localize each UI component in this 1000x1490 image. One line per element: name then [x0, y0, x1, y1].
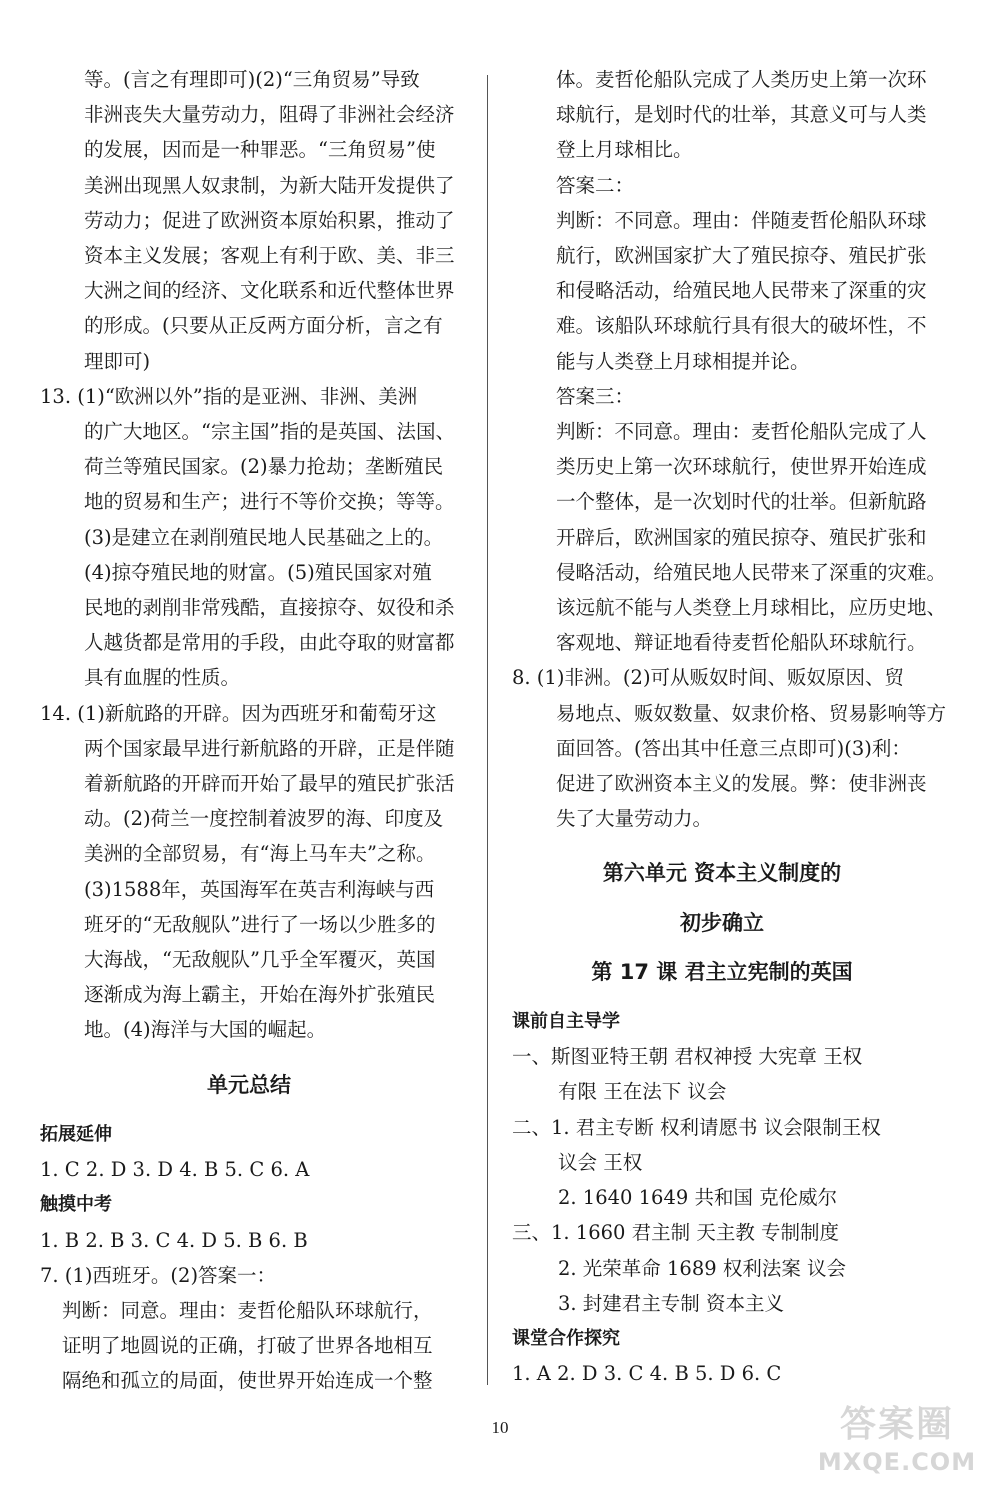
- text-line: 球航行，是划时代的壮举，其意义可与人类: [556, 103, 927, 127]
- text-line: 的广大地区。“宗主国”指的是英国、法国、: [84, 420, 455, 444]
- text-line: 客观地、辩证地看待麦哲伦船队环球航行。: [556, 631, 927, 655]
- text-line: 有限 王在法下 议会: [558, 1080, 727, 1104]
- text-line: 和侵略活动，给殖民地人民带来了深重的灾: [556, 279, 927, 303]
- text-line: 人越货都是常用的手段，由此夺取的财富都: [84, 631, 455, 655]
- column-divider: [487, 75, 488, 1385]
- text-line: 一个整体，是一次划时代的壮举。但新航路: [556, 490, 927, 514]
- text-line: 13. (1)“欧洲以外”指的是亚洲、非洲、美洲: [40, 384, 418, 408]
- text-line: 答案二：: [556, 173, 635, 197]
- text-line: 3. 封建君主专制 资本主义: [558, 1291, 785, 1315]
- text-line: 促进了欧洲资本主义的发展。弊：使非洲丧: [556, 772, 927, 796]
- text-line: 班牙的“无敌舰队”进行了一场以少胜多的: [84, 912, 436, 936]
- text-line: 答案三：: [556, 384, 635, 408]
- text-line: 登上月球相比。: [556, 138, 693, 162]
- text-line: 一、斯图亚特王朝 君权神授 大宪章 王权: [512, 1045, 863, 1069]
- text-line: 美洲的全部贸易，有“海上马车夫”之称。: [84, 842, 436, 866]
- text-line: 8. (1)非洲。(2)可从贩奴时间、贩奴原因、贸: [512, 666, 905, 690]
- answer-key-ktzh: 1. A 2. D 3. C 4. B 5. D 6. C: [512, 1362, 782, 1386]
- text-line: (4)掠夺殖民地的财富。(5)殖民国家对殖: [84, 560, 432, 584]
- site-watermark: [812, 1402, 982, 1484]
- q12-answer-continued: [40, 62, 458, 379]
- text-line: 二、1. 君主专断 权利请愿书 议会限制王权: [512, 1115, 881, 1139]
- section-heading-chumo: 触摸中考: [40, 1194, 112, 1216]
- text-line: (3)1588年，英国海军在英吉利海峡与西: [84, 877, 435, 901]
- text-line: 的形成。(只要从正反两方面分析，言之有: [84, 314, 443, 338]
- text-line: 航行，欧洲国家扩大了殖民掠夺、殖民扩张: [556, 244, 927, 268]
- text-line: 动。(2)荷兰一度控制着波罗的海、印度及: [84, 807, 444, 831]
- text-line: 证明了地圆说的正确，打破了世界各地相互: [62, 1334, 433, 1358]
- text-line: 失了大量劳动力。: [556, 807, 713, 831]
- text-line: 开辟后，欧洲国家的殖民掠夺、殖民扩张和: [556, 525, 927, 549]
- text-line: 2. 1640 1649 共和国 克伦威尔: [558, 1186, 838, 1210]
- text-line: 逐渐成为海上霸主，开始在海外扩张殖民: [84, 983, 436, 1007]
- text-line: 2. 光荣革命 1689 权利法案 议会: [558, 1256, 847, 1280]
- text-line: 议会 王权: [558, 1150, 643, 1174]
- text-line: 地的贸易和生产；进行不等价交换；等等。: [84, 490, 455, 514]
- text-line: 7. (1)西班牙。(2)答案一：: [40, 1263, 277, 1287]
- text-line: 民地的剥削非常残酷，直接掠夺、奴役和杀: [84, 596, 455, 620]
- text-line: 判断：同意。理由：麦哲伦船队环球航行，: [62, 1298, 433, 1322]
- text-line: 判断：不同意。理由：麦哲伦船队完成了人: [556, 420, 927, 444]
- kqzz-answers: [512, 1039, 932, 1321]
- unit-title-line2: 初步确立: [680, 910, 764, 935]
- text-line: 大海战，“无敌舰队”几乎全军覆灭，英国: [84, 948, 436, 972]
- text-line: 难。该船队环球航行具有很大的破坏性，不: [556, 314, 927, 338]
- text-line: 大洲之间的经济、文化联系和近代整体世界: [84, 279, 455, 303]
- q7-answer-continued: [512, 62, 947, 660]
- text-line: 荷兰等殖民国家。(2)暴力抢劫；垄断殖民: [84, 455, 444, 479]
- text-line: 地。(4)海洋与大国的崛起。: [84, 1018, 327, 1042]
- text-line: 隔绝和孤立的局面，使世界开始连成一个整: [62, 1369, 433, 1393]
- section-heading-ktzh: 课堂合作探究: [512, 1327, 620, 1349]
- unit-title-line1: 第六单元 资本主义制度的: [602, 861, 842, 886]
- text-line: 资本主义发展；客观上有利于欧、美、非三: [84, 244, 455, 268]
- watermark-logo-text: 答案圈: [839, 1404, 954, 1445]
- text-line: 体。麦哲伦船队完成了人类历史上第一次环: [556, 68, 927, 91]
- text-line: 易地点、贩奴数量、奴隶价格、贸易影响等方: [556, 701, 947, 725]
- text-line: 美洲出现黑人奴隶制，为新大陆开发提供了: [84, 173, 455, 197]
- answer-key-tuozhan: 1. C 2. D 3. D 4. B 5. C 6. A: [40, 1158, 310, 1182]
- text-line: 等。(言之有理即可)(2)“三角贸易”导致: [84, 68, 420, 91]
- text-line: 面回答。(答出其中任意三点即可)(3)利：: [556, 736, 911, 760]
- watermark-url-text: MXQE.COM: [817, 1448, 977, 1476]
- q7-answer: [40, 1258, 458, 1399]
- text-line: 具有血腥的性质。: [84, 666, 241, 690]
- text-line: 的发展，因而是一种罪恶。“三角贸易”使: [84, 138, 436, 162]
- lesson-title: 第 17 课 君主立宪制的英国: [591, 959, 853, 984]
- text-line: 侵略活动，给殖民地人民带来了深重的灾难。: [556, 560, 947, 584]
- text-line: 判断：不同意。理由：伴随麦哲伦船队环球: [556, 208, 927, 232]
- text-line: 14. (1)新航路的开辟。因为西班牙和葡萄牙这: [40, 701, 437, 725]
- text-line: 着新航路的开辟而开始了最早的殖民扩张活: [84, 772, 455, 796]
- text-line: (3)是建立在剥削殖民地人民基础之上的。: [84, 525, 444, 549]
- q14-answer: [40, 696, 458, 1048]
- section-heading-tuozhan: 拓展延伸: [40, 1123, 112, 1145]
- text-line: 劳动力；促进了欧洲资本原始积累，推动了: [84, 208, 455, 232]
- text-line: 类历史上第一次环球航行，使世界开始连成: [556, 455, 927, 479]
- text-line: 三、1. 1660 君主制 天主教 专制制度: [512, 1221, 840, 1245]
- q13-answer: [40, 379, 458, 696]
- unit-summary-title: 单元总结: [207, 1072, 291, 1097]
- right-column: [512, 62, 947, 1391]
- section-heading-kqzz: 课前自主导学: [512, 1011, 620, 1033]
- text-line: 非洲丧失大量劳动力，阻碍了非洲社会经济: [84, 103, 455, 127]
- q8-answer: [512, 660, 947, 836]
- left-column: [40, 62, 458, 1399]
- text-line: 理即可): [84, 349, 151, 373]
- answer-key-chumo: 1. B 2. B 3. C 4. D 5. B 6. B: [40, 1228, 308, 1252]
- text-line: 能与人类登上月球相提并论。: [556, 349, 810, 373]
- page-number: 10: [491, 1418, 509, 1437]
- text-line: 两个国家最早进行新航路的开辟，正是伴随: [84, 736, 455, 760]
- text-line: 该远航不能与人类登上月球相比，应历史地、: [556, 596, 947, 620]
